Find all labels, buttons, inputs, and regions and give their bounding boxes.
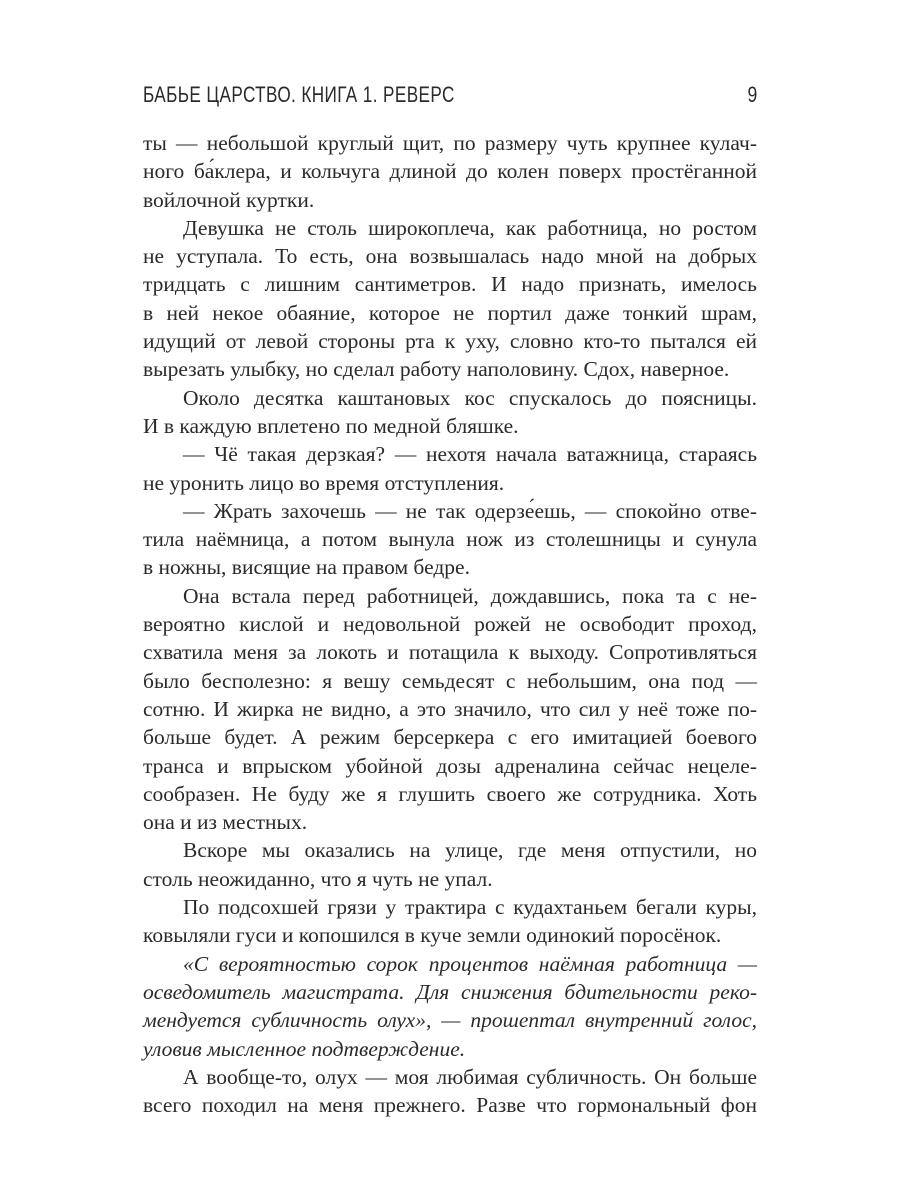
- running-header: [143, 82, 757, 112]
- paragraph: [143, 1063, 757, 1120]
- text-line: «С вероятностью сорок процентов наёмная работница —: [183, 951, 757, 976]
- paragraph: [143, 440, 757, 497]
- text-line: она и из местных.: [143, 810, 308, 835]
- paragraph: [143, 214, 757, 384]
- text-line: ты — небольшой круглый щит, по размеру чуть крупнее кулач-: [143, 131, 757, 155]
- text-line: сообразен. Не буду же я глушить своего же сотрудника. Хоть: [143, 781, 757, 806]
- text-line: войлочной куртки.: [143, 187, 315, 212]
- text-line: Она встала перед работницей, дождавшись, пока та с не-: [183, 583, 757, 608]
- paragraph: [143, 582, 757, 837]
- text-line: И в каждую вплетено по медной бляшке.: [143, 413, 519, 438]
- text-line: в ножны, висящие на правом бедре.: [143, 555, 470, 580]
- text-line: схватила меня за локоть и потащила к выходу. Сопротивляться: [143, 640, 757, 665]
- text-line: Вскоре мы оказались на улице, где меня отпустили, но: [183, 838, 757, 863]
- text-line: По подсохшей грязи у трактира с кудахтаньем бегали куры,: [183, 895, 757, 920]
- text-line: уловив мысленное подтверждение.: [143, 1036, 466, 1061]
- text-line: сотню. И жирка не видно, а это значило, что сил у неё тоже по-: [143, 696, 757, 721]
- text-line: ковыляли гуси и копошился в куче земли одинокий поросёнок.: [143, 923, 722, 948]
- paragraph: [143, 497, 757, 582]
- text-line: ного ба́клера, и кольчуга длиной до колен поверх простёганной: [143, 159, 757, 184]
- body-text: [143, 129, 757, 1119]
- text-line: осведомитель магистрата. Для снижения бдительности реко-: [143, 979, 757, 1004]
- paragraph: [143, 129, 757, 214]
- text-line: вырезать улыбку, но сделал работу наполовину. Сдох, наверное.: [143, 357, 730, 382]
- text-line: идущий от левой стороны рта к уху, словно кто-то пытался ей: [143, 329, 757, 354]
- text-line: мендуется субличность олух», — прошептал внутренний голос,: [143, 1008, 757, 1033]
- running-title: БАБЬЕ ЦАРСТВО. КНИГА 1. РЕВЕРС: [143, 82, 455, 107]
- italic-paragraph: [143, 950, 757, 1063]
- text-line: вероятно кислой и недовольной рожей не освободит проход,: [143, 612, 757, 637]
- text-line: — Жрать захочешь — не так одерзе́ешь, — спокойно отве-: [183, 498, 757, 523]
- text-line: всего походил на меня прежнего. Разве что гормональный фон: [143, 1093, 757, 1118]
- text-line: А вообще-то, олух — моя любимая субличность. Он больше: [183, 1064, 757, 1089]
- paragraph: [143, 384, 757, 441]
- page-number: 9: [747, 82, 757, 107]
- text-line: было бесполезно: я вешу семьдесят с небольшим, она под —: [143, 668, 757, 693]
- text-line: не уступала. То есть, она возвышалась надо мной на добрых: [143, 244, 757, 269]
- paragraph: [143, 893, 757, 950]
- text-line: столь неожиданно, что я чуть не упал.: [143, 866, 493, 891]
- text-line: — Чё такая дерзкая? — нехотя начала ватажница, стараясь: [183, 442, 757, 467]
- text-line: не уронить лицо во время отступления.: [143, 470, 505, 495]
- paragraph: [143, 836, 757, 893]
- text-line: тридцать с лишним сантиметров. И надо признать, имелось: [143, 272, 757, 297]
- text-line: тила наёмница, а потом вынула нож из столешницы и сунула: [143, 527, 757, 552]
- text-line: в ней некое обаяние, которое не портил даже тонкий шрам,: [143, 300, 757, 325]
- text-line: Девушка не столь широкоплеча, как работница, но ростом: [183, 215, 757, 240]
- text-line: Около десятка каштановых кос спускалось до поясницы.: [183, 385, 757, 410]
- text-line: больше будет. А режим берсеркера с его имитацией боевого: [143, 725, 757, 750]
- text-line: транса и впрыском убойной дозы адреналина сейчас нецеле-: [143, 753, 757, 778]
